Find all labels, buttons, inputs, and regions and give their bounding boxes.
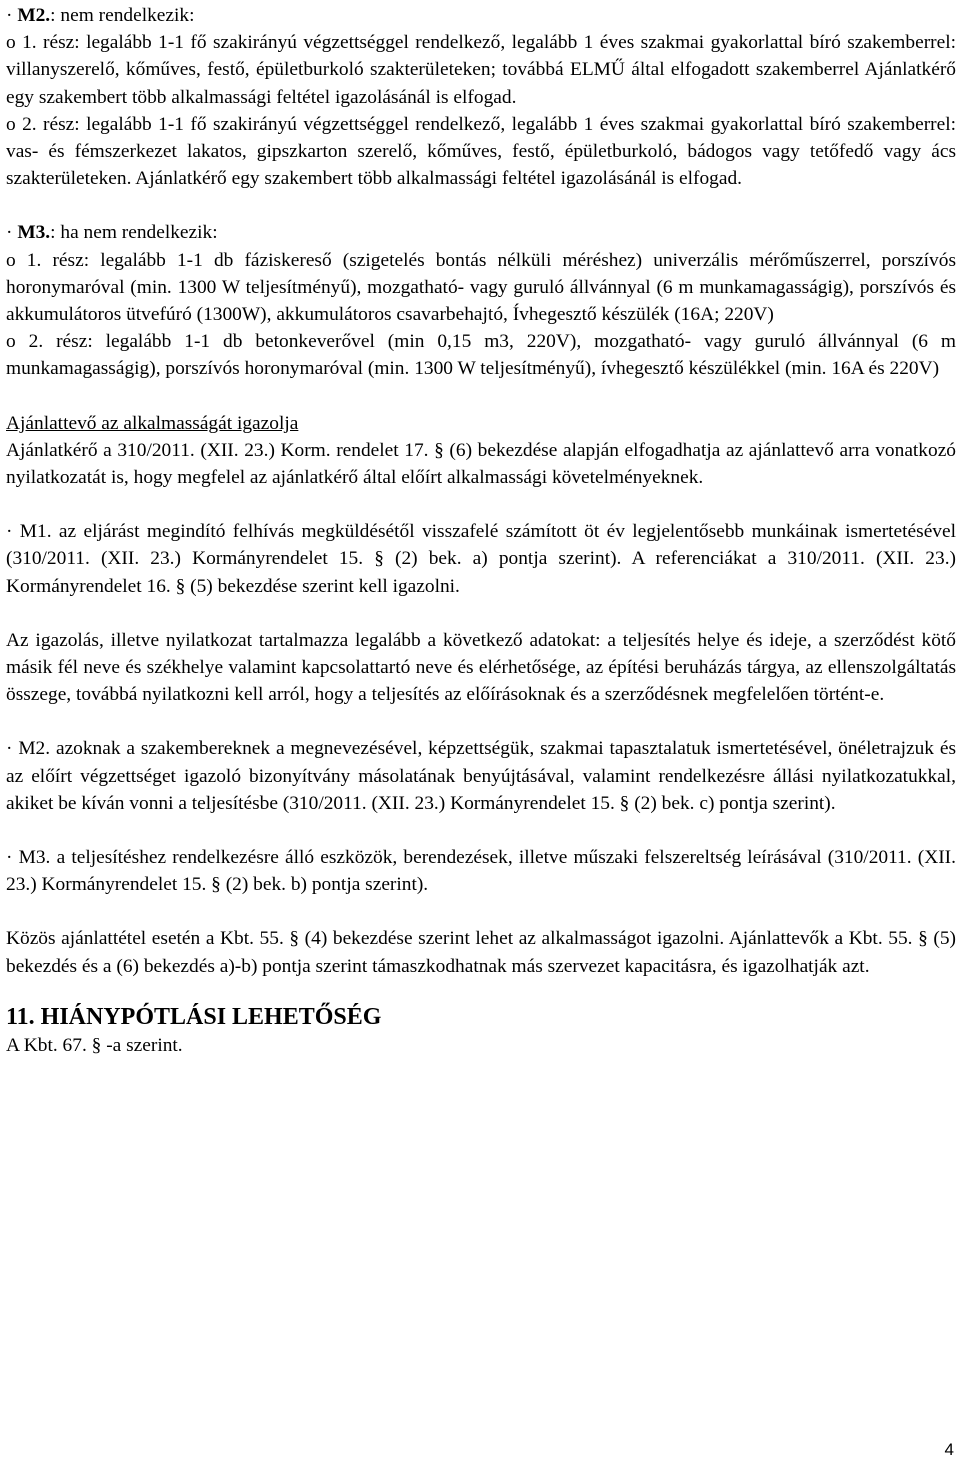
- m3-header: [6, 219, 956, 246]
- m2-label: M2.: [17, 5, 51, 26]
- m3-label: M3.: [17, 222, 51, 244]
- page-number: 4: [944, 1440, 954, 1459]
- m3-header-text: : ha nem rendelkezik:: [50, 222, 218, 244]
- document-page: [6, 0, 956, 1059]
- m2-header: [6, 2, 956, 29]
- m2-header-text: : nem rendelkezik:: [50, 5, 195, 26]
- spacer: [6, 817, 956, 844]
- certificate-paragraph: Az igazolás, illetve nyilatkozat tartalmazza legalább a következő adatokat: a teljesítés helye és ideje, a szerződést kötő másik fél neve és székhelye valamint kapcsolattartó neve és elérhetősége, az építési beruházás tárgya, az ellenszolgáltatás összege, továbbá nyilatkozni kell arról, hogy a teljesítés az előírásoknak és a szerződésnek megfelelően történt-e.: [6, 629, 956, 706]
- bullet: ·: [6, 5, 18, 26]
- spacer: [6, 600, 956, 627]
- m1-paragraph: · M1. az eljárást megindító felhívás megküldésétől visszafelé számított öt év legjelentősebb munkáinak ismertetésével (310/2011. (XII. 23.) Kormányrendelet 15. § (2) bek. a) pontja szerint). A referenciákat a 310/2011. (XII. 23.) Kormányrendelet 16. § (5) bekezdése szerint kell igazolni.: [6, 521, 956, 597]
- section-text: A Kbt. 67. § -a szerint.: [6, 1034, 183, 1056]
- spacer: [6, 383, 956, 410]
- spacer: [6, 708, 956, 735]
- spacer: [6, 980, 956, 1002]
- joint-bid-paragraph: Közös ajánlattétel esetén a Kbt. 55. § (4) bekezdése szerint lehet az alkalmasságot igazolni. Ajánlattevők a Kbt. 55. § (5) bekezdés és a (6) bekezdés a)-b) pontja szerint támaszkodhatnak más szervezet kapacitásra, és igazolhatják azt.: [6, 928, 956, 977]
- section-heading: 11. HIÁNYPÓTLÁSI LEHETŐSÉG: [6, 1003, 382, 1030]
- spacer: [6, 898, 956, 925]
- spacer: [6, 491, 956, 518]
- m2-item-part1: o 1. rész: legalább 1-1 fő szakirányú végzettséggel rendelkező, legalább 1 éves szakmai gyakorlattal bíró szakemberrel: villanyszerelő, kőműves, festő, épületburkoló szakterületeken; továbbá ELMŰ által elfogadott szakemberrel Ajánlatkérő egy szakembert több alkalmassági feltétel igazolásánál is elfogad.: [6, 32, 956, 108]
- m3-item-part2: o 2. rész: legalább 1-1 db betonkeverővel (min 0,15 m3, 220V), mozgatható- vagy guruló állvánnyal (6 m munkamagasságig), porszívós horonymaróval (min. 1300 W teljesítményű), ívhegesztő készülékkel (min. 16A és 220V): [6, 331, 956, 380]
- intro-paragraph: Ajánlatkérő a 310/2011. (XII. 23.) Korm. rendelet 17. § (6) bekezdése alapján elfogadhatja az ajánlattevő arra vonatkozó nyilatkozatát is, hogy megfelel az ajánlatkérő által előírt alkalmassági követelményeknek.: [6, 439, 956, 489]
- m2-item-part2: o 2. rész: legalább 1-1 fő szakirányú végzettséggel rendelkező, legalább 1 éves szakmai gyakorlattal bíró szakemberrel: vas- és fémszerkezet lakatos, gipszkarton szerelő, kőműves, festő, épületburkoló, bádogos vagy tetőfedő vagy ács szakterületeken. Ajánlatkérő egy szakembert több alkalmassági feltétel igazolásánál is elfogad.: [6, 113, 956, 190]
- m2-paragraph: · M2. azoknak a szakembereknek a megnevezésével, képzettségük, szakmai tapasztalatuk ismertetésével, önéletrajzuk és az előírt végzettséget igazoló bizonyítvány másolatának benyújtásával, valamint rendelkezésre állási nyilatkozatukkal, akiket be kíván vonni a teljesítésbe (310/2011. (XII. 23.) Kormányrendelet 15. § (2) bek. c) pontja szerint).: [6, 738, 956, 814]
- proof-heading: Ajánlattevő az alkalmasságát igazolja: [6, 412, 299, 434]
- m3-paragraph: · M3. a teljesítéshez rendelkezésre álló eszközök, berendezések, illetve műszaki felszereltség leírásával (310/2011. (XII. 23.) Kormányrendelet 15. § (2) bek. b) pontja szerint).: [6, 847, 956, 896]
- m3-item-part1: o 1. rész: legalább 1-1 db fáziskereső (szigetelés bontás nélküli méréshez) univerzális mérőműszerrel, porszívós horonymaróval (min. 1300 W teljesítményű), mozgatható- vagy guruló állvánnyal (6 m munkamagasságig), porszívós és akkumulátoros ütvefúró (1300W), akkumulátoros csavarbehajtó, Ívhegesztő készülék (16A; 220V): [6, 249, 956, 326]
- bullet: ·: [6, 222, 18, 244]
- spacer: [6, 192, 956, 219]
